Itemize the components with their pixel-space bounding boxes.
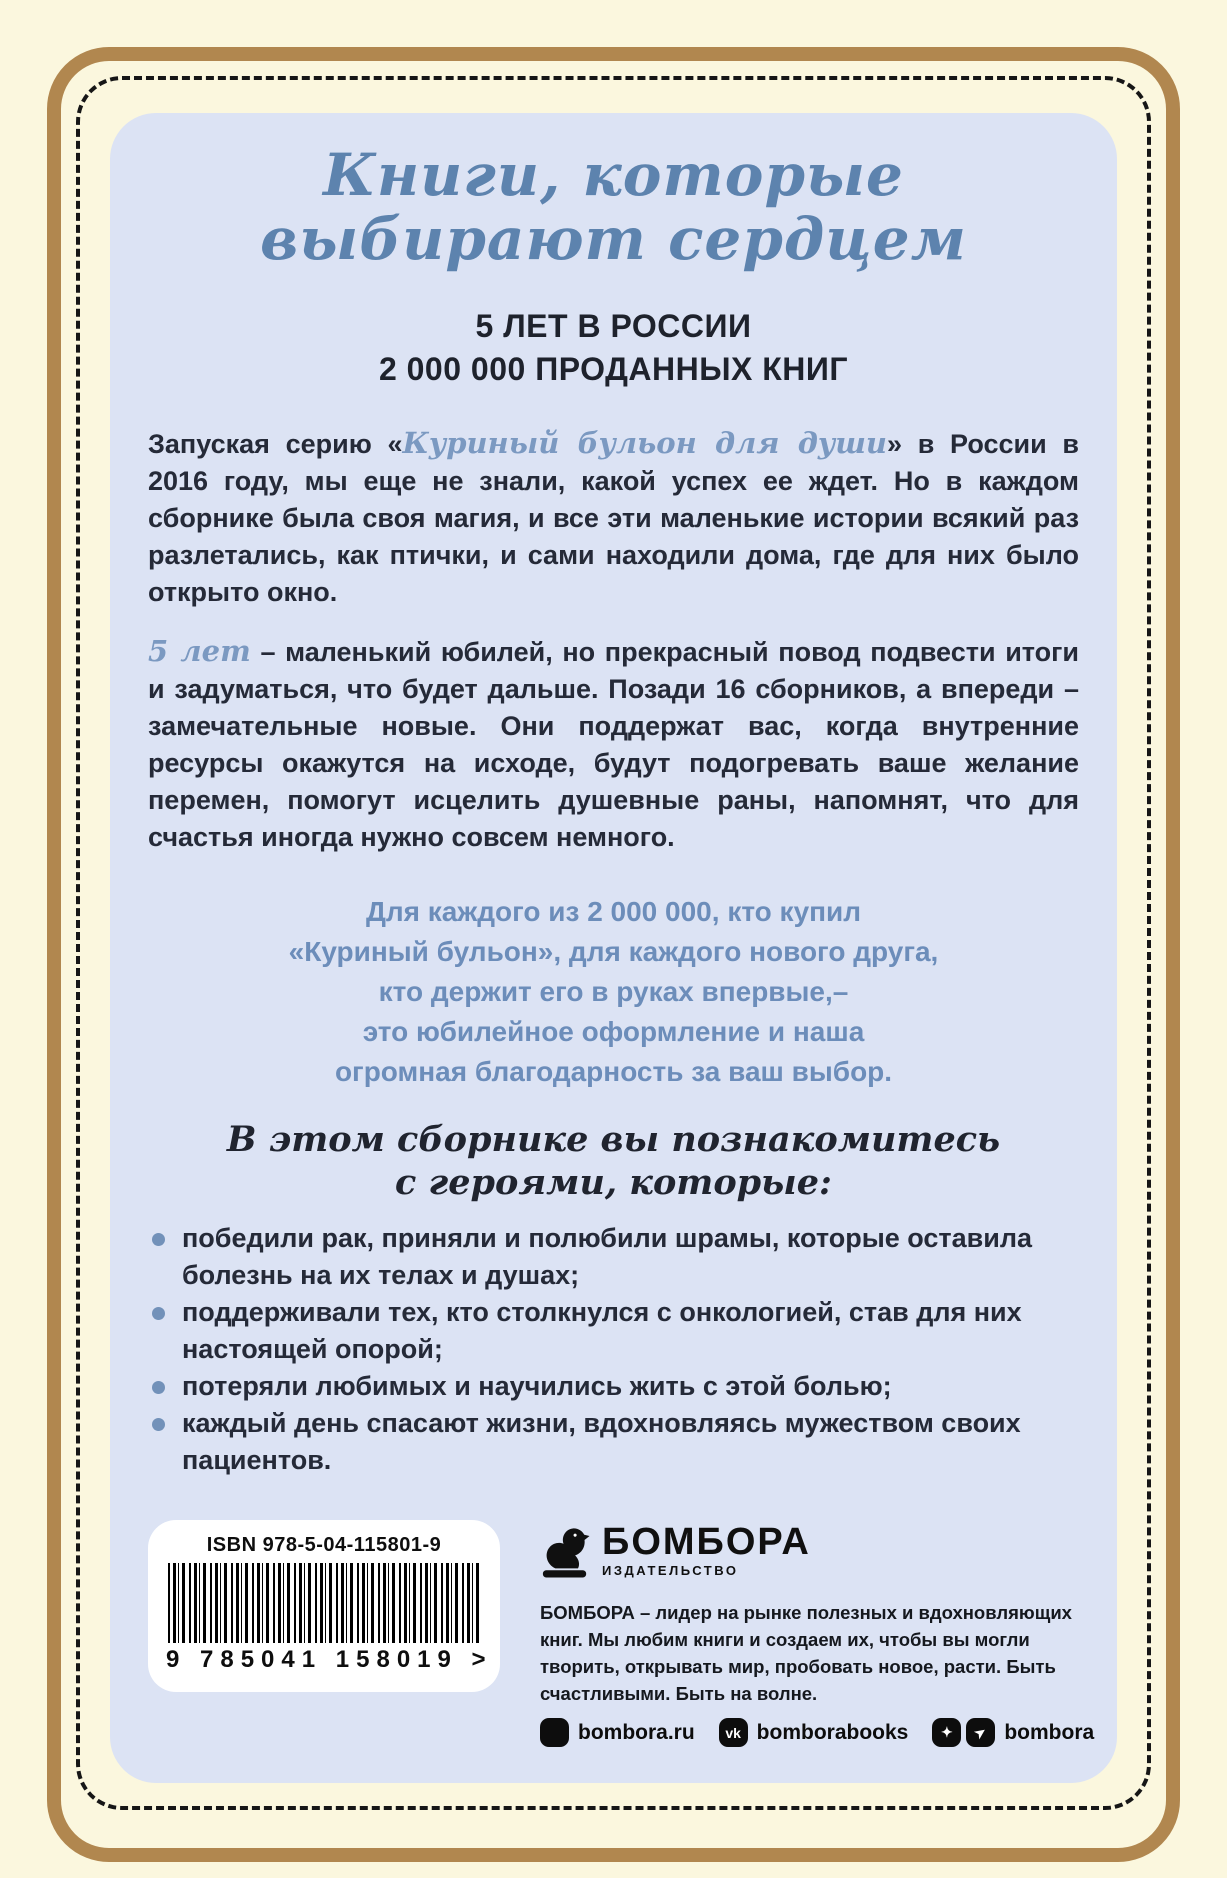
publisher-description: БОМБОРА – лидер на рынке полезных и вдохновляющих книг. Мы любим книги и создаем их, чтобы вы могли творить, открывать мир, пробовать новое, расти. Быть счастливыми. Быть на волне.	[540, 1602, 1072, 1704]
heroes-list	[148, 1220, 1079, 1479]
heroes-heading	[148, 1118, 1079, 1204]
list-item: потеряли любимых и научились жить с этой болью;	[148, 1368, 1079, 1405]
list-item: победили рак, приняли и полюбили шрамы, которые оставила болезнь на их телах и душах;	[148, 1220, 1079, 1294]
social-links-row	[540, 1718, 1094, 1747]
heroes-heading-line1: В этом сборнике вы познакомитесь	[226, 1119, 1001, 1160]
social-item-website	[540, 1718, 695, 1747]
vk-label: bomborabooks	[756, 1720, 909, 1744]
sales-stats	[148, 305, 1079, 391]
list-item: каждый день спасают жизни, вдохновляясь мужеством своих пациентов.	[148, 1405, 1079, 1479]
anniversary-text: – маленький юбилей, но прекрасный повод подвести итоги и задуматься, что будет дальше. Позади 16 сборников, а впереди – замечательные новые. Они поддержат вас, когда внутренние ресурсы окажутся на исходе, будут подогревать ваше желание перемен, помогут исцелить душевные раны, напомнят, что для счастья иногда нужно совсем немного.	[148, 637, 1080, 852]
isbn-label: ISBN 978-5-04-115801-9	[206, 1534, 442, 1556]
list-item: поддерживали тех, кто столкнулся с онкологией, став для них настоящей опорой;	[148, 1294, 1079, 1368]
publisher-footer	[148, 1520, 1095, 1747]
stats-line2: 2 000 000 ПРОДАННЫХ КНИГ	[378, 351, 849, 387]
publisher-info	[540, 1520, 1094, 1747]
telegram-icon	[966, 1718, 995, 1747]
barcode-panel	[148, 1520, 500, 1692]
five-years-accent: 5 лет	[148, 634, 251, 668]
publisher-type: ИЗДАТЕЛЬСТВО	[602, 1563, 739, 1578]
website-icon	[540, 1718, 569, 1747]
publisher-name: БОМБОРА	[602, 1521, 811, 1563]
stats-line1: 5 ЛЕТ В РОССИИ	[475, 308, 752, 344]
website-label: bombora.ru	[578, 1720, 695, 1744]
heroes-heading-line2: с героями, которые:	[395, 1162, 832, 1203]
intro-text-suffix: » в России в 2016 году, мы еще не знали, какой успех ее ждет. Но в каждом сборнике была своя магия, и все эти маленькие истории всякий раз разлетались, как птички, и сами находили дома, где для них было открыто окно.	[148, 429, 1080, 607]
gratitude-line: огромная благодарность за ваш выбор.	[334, 1056, 893, 1087]
social-item-messengers	[932, 1718, 1094, 1747]
gratitude-line: Для каждого из 2 000 000, кто купил	[365, 896, 862, 927]
gratitude-line: это юбилейное оформление и наша	[362, 1016, 865, 1047]
messengers-label: bombora	[1004, 1720, 1095, 1744]
publisher-logo-text	[602, 1521, 811, 1578]
cover-title-line2: выбирают сердцем	[260, 205, 967, 273]
barcode-digits: 9 785041 158019 >	[166, 1646, 493, 1673]
intro-paragraph	[148, 425, 1079, 611]
telegram-glyph: ➤	[971, 1722, 990, 1742]
gratitude-line: кто держит его в руках впервые,–	[378, 976, 849, 1007]
barcode-image	[168, 1563, 480, 1643]
content-panel	[110, 113, 1117, 1783]
intro-text-prefix: Запуская серию «	[148, 429, 403, 459]
publisher-logo	[540, 1521, 1094, 1585]
social-item-vk	[719, 1718, 909, 1747]
zen-icon: ✦	[932, 1718, 961, 1747]
gratitude-block	[148, 892, 1079, 1092]
series-name-accent: Куриный бульон для души	[402, 426, 888, 460]
gratitude-line: «Куриный бульон», для каждого нового друга,	[288, 936, 939, 967]
anniversary-paragraph	[148, 633, 1079, 856]
messenger-icons	[932, 1718, 995, 1747]
cover-title-line1: Книги, которые	[323, 141, 904, 209]
vk-icon: vk	[719, 1718, 748, 1747]
cover-title	[148, 143, 1079, 271]
bombora-bird-icon	[540, 1524, 590, 1585]
